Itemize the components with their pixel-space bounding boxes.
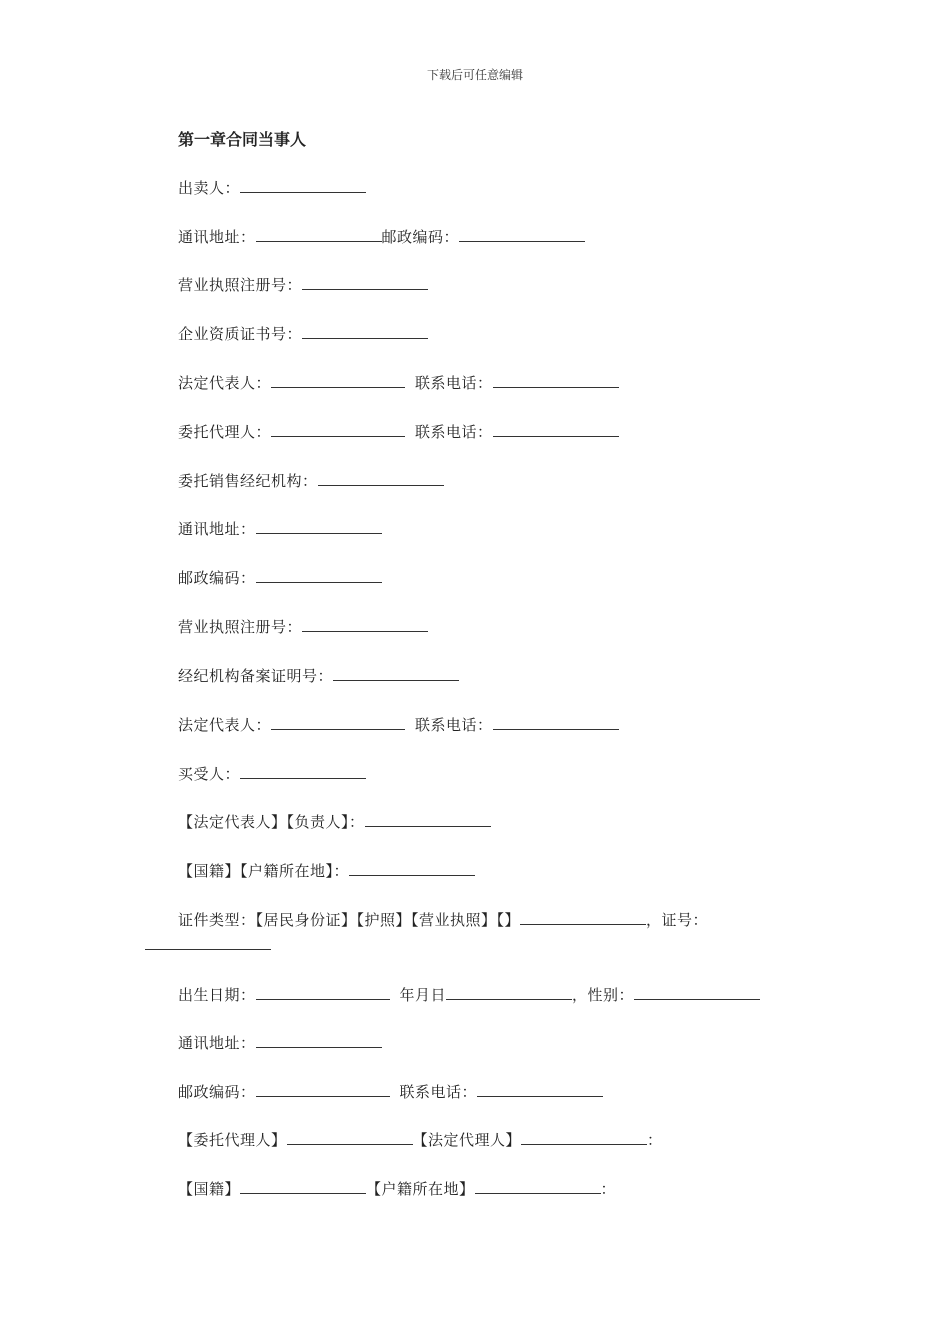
blank-postcode[interactable] xyxy=(459,226,585,242)
label-id-type: 证件类型：【居民身份证】【护照】【营业执照】【】 xyxy=(178,911,521,929)
label-buyer: 买受人： xyxy=(178,765,241,783)
blank-agent[interactable] xyxy=(271,421,405,437)
blank-buyer-postcode[interactable] xyxy=(256,1081,390,1097)
blank-buyer-address[interactable] xyxy=(256,1032,382,1048)
line-id-no-continued xyxy=(145,934,271,955)
label-nationality-domicile: 【国籍】【户籍所在地】： xyxy=(178,862,350,880)
blank-agency-record[interactable] xyxy=(333,665,459,681)
label-address: 通讯地址： xyxy=(178,520,256,538)
label-phone: 联系电话： xyxy=(415,374,493,392)
line-license xyxy=(178,274,428,295)
line-rep-principal xyxy=(178,811,491,832)
label-nationality: 【国籍】 xyxy=(178,1180,241,1198)
blank-ymd[interactable] xyxy=(446,984,572,1000)
blank-entrusted-agent[interactable] xyxy=(287,1129,413,1145)
label-ymd: 年月日 xyxy=(399,986,447,1004)
blank-id-type[interactable] xyxy=(520,909,646,925)
label-address: 通讯地址： xyxy=(178,228,256,246)
label-address: 通讯地址： xyxy=(178,1034,256,1052)
header-note: 下载后可任意编辑 xyxy=(426,68,523,82)
line-agency-record xyxy=(178,665,459,686)
label-phone: 联系电话： xyxy=(415,423,493,441)
line-birth xyxy=(178,984,760,1005)
blank-agent-phone[interactable] xyxy=(493,421,619,437)
line-nationality-domicile xyxy=(178,860,475,881)
label-seller: 出卖人： xyxy=(178,179,241,197)
blank-qualification[interactable] xyxy=(302,323,428,339)
label-end-colon: ： xyxy=(647,1131,663,1149)
line-agent-nationality xyxy=(178,1178,616,1199)
line-agency-postcode xyxy=(178,567,382,588)
blank-agency-phone[interactable] xyxy=(493,714,619,730)
line-seller-address xyxy=(178,226,585,247)
line-agency-address xyxy=(178,518,382,539)
label-legal-agent: 【法定代理人】 xyxy=(412,1131,522,1149)
label-id-no: ，证号： xyxy=(646,911,709,929)
blank-agency-legal-rep[interactable] xyxy=(271,714,405,730)
label-postcode: 邮政编码： xyxy=(178,569,256,587)
blank-license[interactable] xyxy=(302,274,428,290)
label-legal-rep: 法定代表人： xyxy=(178,374,272,392)
label-entrusted-agent: 【委托代理人】 xyxy=(178,1131,287,1149)
label-gender: ，性别： xyxy=(572,986,635,1004)
line-buyer-postcode xyxy=(178,1081,603,1102)
label-end-colon: ： xyxy=(600,1180,617,1198)
blank-agency-address[interactable] xyxy=(256,518,382,534)
line-sales-agency xyxy=(178,470,444,491)
label-domicile: 【户籍所在地】 xyxy=(366,1180,475,1198)
line-id-type xyxy=(178,909,708,930)
blank-legal-rep[interactable] xyxy=(271,372,405,388)
line-seller xyxy=(178,177,366,198)
blank-buyer-phone[interactable] xyxy=(477,1081,603,1097)
blank-legal-agent[interactable] xyxy=(521,1129,647,1145)
blank-seller[interactable] xyxy=(240,177,366,193)
blank-nationality-domicile[interactable] xyxy=(349,860,475,876)
chapter-title: 第一章合同当事人 xyxy=(178,130,307,149)
blank-agency-postcode[interactable] xyxy=(256,567,382,583)
line-legal-rep xyxy=(178,372,619,393)
label-postcode: 邮政编码： xyxy=(178,1083,256,1101)
line-agent xyxy=(178,421,619,442)
label-license: 营业执照注册号： xyxy=(178,276,303,294)
label-birth: 出生日期： xyxy=(178,986,256,1004)
label-rep-principal: 【法定代表人】【负责人】： xyxy=(178,813,365,831)
blank-address[interactable] xyxy=(256,226,382,242)
line-buyer-address xyxy=(178,1032,382,1053)
blank-gender[interactable] xyxy=(634,984,760,1000)
blank-id-no[interactable] xyxy=(145,934,271,950)
blank-rep-principal[interactable] xyxy=(365,811,491,827)
label-legal-rep: 法定代表人： xyxy=(178,716,272,734)
label-qualification: 企业资质证书号： xyxy=(178,325,303,343)
blank-nationality[interactable] xyxy=(240,1178,366,1194)
blank-sales-agency[interactable] xyxy=(318,470,444,486)
blank-agency-license[interactable] xyxy=(302,616,428,632)
line-buyer xyxy=(178,763,366,784)
label-phone: 联系电话： xyxy=(399,1083,478,1101)
blank-domicile[interactable] xyxy=(475,1178,601,1194)
label-phone: 联系电话： xyxy=(415,716,493,734)
label-agency-record: 经纪机构备案证明号： xyxy=(178,667,334,685)
line-agency-legal-rep xyxy=(178,714,619,735)
label-sales-agency: 委托销售经纪机构： xyxy=(178,472,318,490)
line-entrusted-legal-agent xyxy=(178,1129,663,1150)
blank-phone[interactable] xyxy=(493,372,619,388)
label-postcode: 邮政编码： xyxy=(381,228,460,246)
blank-birth[interactable] xyxy=(256,984,390,1000)
line-agency-license xyxy=(178,616,428,637)
blank-buyer[interactable] xyxy=(240,763,366,779)
label-agent: 委托代理人： xyxy=(178,423,272,441)
line-qualification xyxy=(178,323,428,344)
label-license: 营业执照注册号： xyxy=(178,618,303,636)
